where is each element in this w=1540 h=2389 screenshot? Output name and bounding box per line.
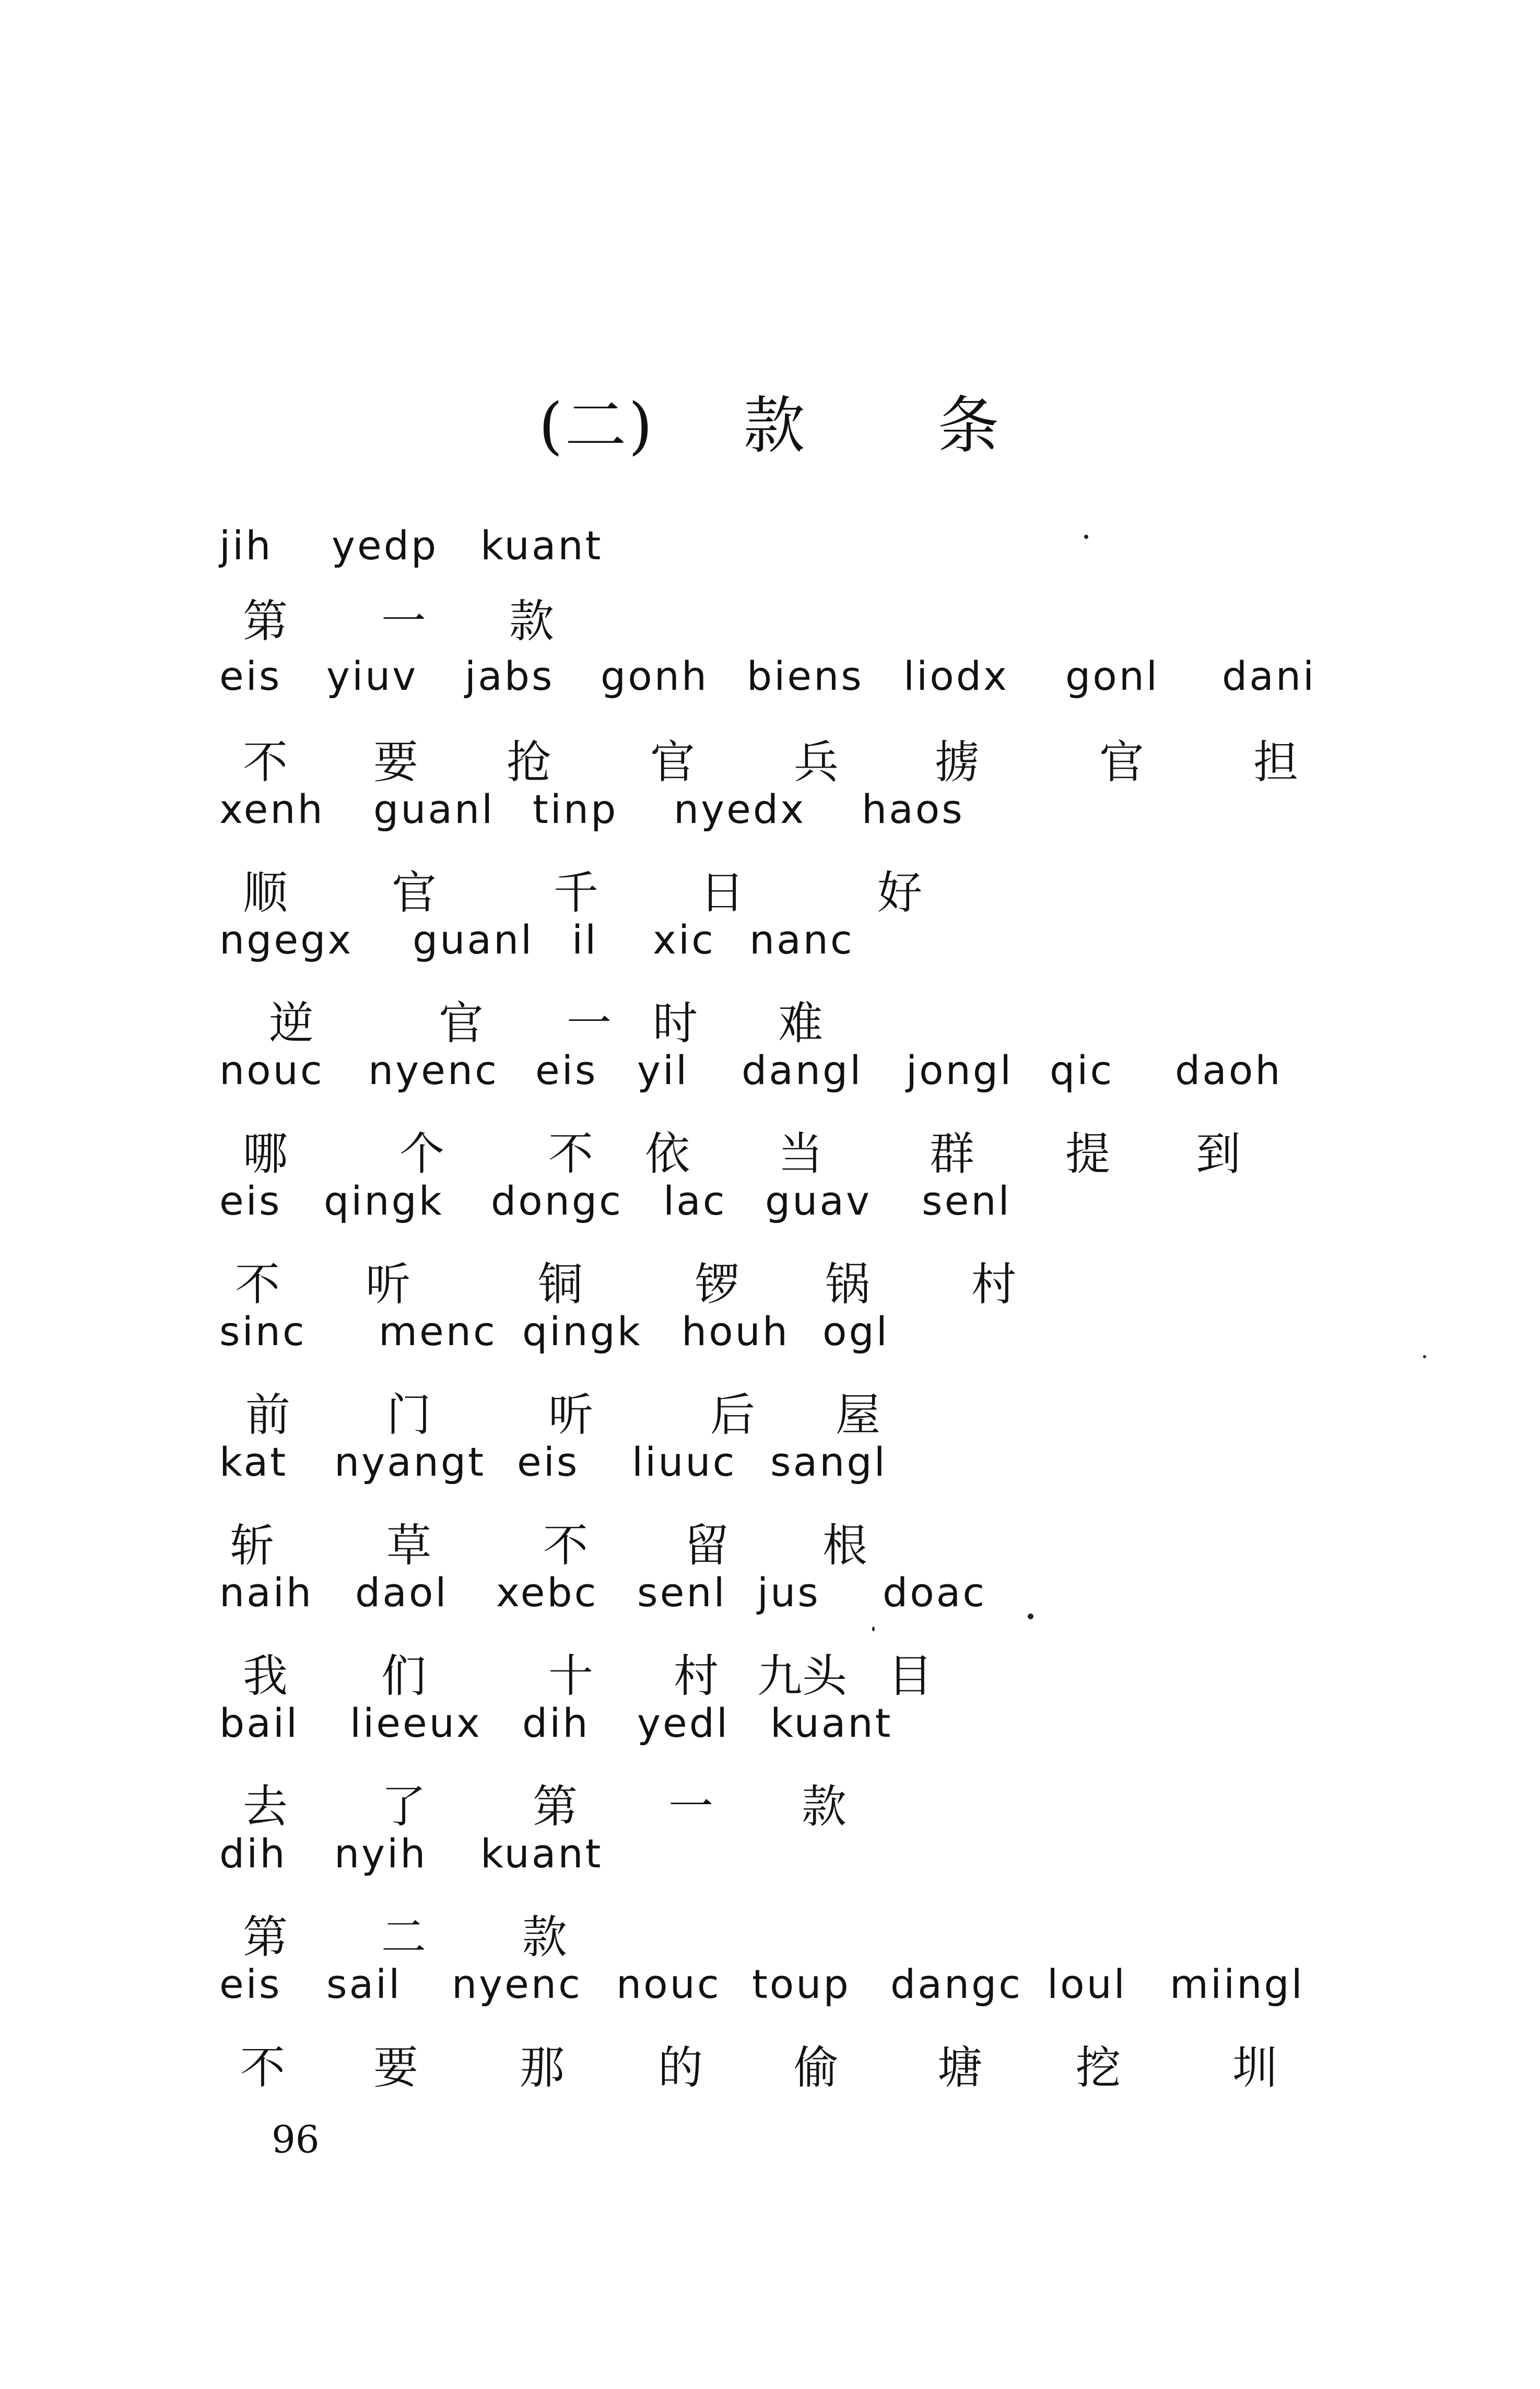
- romanized-line: [219, 1047, 1473, 1110]
- hanzi-word: 第: [243, 595, 288, 648]
- romanized-word: ogl: [822, 1308, 889, 1355]
- romanized-word: eis: [219, 653, 282, 699]
- hanzi-word: 铜: [538, 1258, 583, 1311]
- romanized-word: doac: [883, 1569, 987, 1616]
- romanized-word: nyangt: [334, 1439, 486, 1485]
- romanized-word: kuant: [480, 522, 603, 569]
- hanzi-word: 不: [240, 2042, 285, 2094]
- romanized-word: houh: [681, 1308, 790, 1355]
- hanzi-line: [219, 1509, 1473, 1572]
- hanzi-line: [219, 987, 1473, 1050]
- hanzi-word: 后: [710, 1389, 755, 1441]
- title-word-2: 条: [937, 390, 1002, 462]
- romanized-word: menc: [379, 1308, 497, 1355]
- hanzi-line: [219, 1248, 1473, 1311]
- hanzi-word: 难: [778, 997, 823, 1050]
- romanized-word: eis: [219, 1961, 282, 2007]
- hanzi-word: 提: [1065, 1128, 1110, 1180]
- romanized-word: eis: [219, 1178, 282, 1224]
- hanzi-word: 听: [366, 1258, 410, 1311]
- hanzi-word: 村: [971, 1258, 1016, 1311]
- page-number: 96: [272, 2117, 320, 2161]
- romanized-word: sangl: [770, 1439, 887, 1485]
- romanized-word: nanc: [749, 916, 854, 963]
- romanized-word: qingk: [324, 1178, 444, 1224]
- romanized-word: nyenc: [452, 1961, 582, 2007]
- hanzi-word: 了: [381, 1781, 426, 1833]
- romanized-word: liuuc: [632, 1439, 737, 1485]
- hanzi-line: [219, 726, 1473, 789]
- hanzi-word: 一: [567, 997, 612, 1050]
- hanzi-word: 屋: [836, 1389, 880, 1441]
- hanzi-word: 逆: [269, 997, 314, 1050]
- romanized-word: lieeux: [350, 1700, 482, 1746]
- hanzi-word: 千: [554, 867, 598, 919]
- romanized-word: nouc: [616, 1961, 721, 2007]
- romanized-word: yil: [637, 1047, 689, 1093]
- hanzi-line: [219, 1901, 1473, 1963]
- hanzi-word: 兵: [794, 736, 839, 789]
- romanized-word: loul: [1047, 1961, 1127, 2007]
- hanzi-word: 担: [1253, 736, 1298, 789]
- romanized-word: jongl: [906, 1047, 1014, 1093]
- romanized-line: [219, 522, 1473, 585]
- hanzi-word: 当: [778, 1128, 823, 1180]
- hanzi-word: 官: [1099, 736, 1144, 789]
- hanzi-word: 好: [877, 867, 922, 919]
- romanized-word: gonl: [1065, 653, 1160, 699]
- romanized-word: nyih: [334, 1830, 428, 1877]
- romanized-word: yiuv: [326, 653, 418, 699]
- hanzi-word: 挖: [1076, 2042, 1121, 2094]
- hanzi-word: 掳: [935, 736, 980, 789]
- romanized-word: sinc: [219, 1308, 307, 1355]
- hanzi-word: 款: [522, 1911, 567, 1963]
- romanized-line: [219, 1961, 1473, 2023]
- romanized-line: [219, 786, 1473, 849]
- romanized-word: daoh: [1175, 1047, 1283, 1093]
- romanized-word: sail: [326, 1961, 402, 2007]
- romanized-line: [219, 653, 1473, 715]
- romanized-word: kat: [219, 1439, 288, 1485]
- romanized-line: [219, 1308, 1473, 1371]
- romanized-line: [219, 1439, 1473, 1501]
- hanzi-word: 日: [700, 867, 745, 919]
- hanzi-word: 顺: [243, 867, 288, 919]
- romanized-word: kuant: [480, 1830, 603, 1877]
- romanized-word: qic: [1050, 1047, 1114, 1093]
- hanzi-word: 群: [930, 1128, 974, 1180]
- hanzi-word: 塘: [937, 2042, 982, 2094]
- romanized-line: [219, 1830, 1473, 1893]
- hanzi-line: [219, 1117, 1473, 1180]
- hanzi-word: 目: [888, 1650, 933, 1702]
- hanzi-word: 款: [509, 595, 554, 648]
- hanzi-word: 不: [243, 736, 288, 789]
- hanzi-line: [219, 2031, 1473, 2094]
- romanized-word: tinp: [533, 786, 618, 832]
- romanized-word: lac: [663, 1178, 727, 1224]
- romanized-word: jih: [219, 522, 273, 569]
- hanzi-word: 偷: [794, 2042, 839, 2094]
- hanzi-word: 依: [645, 1128, 690, 1180]
- romanized-word: il: [572, 916, 598, 963]
- hanzi-word: 一: [668, 1781, 713, 1833]
- hanzi-word: 十: [548, 1650, 593, 1702]
- hanzi-word: 去: [243, 1781, 288, 1833]
- romanized-line: [219, 1700, 1473, 1762]
- romanized-word: dih: [522, 1700, 590, 1746]
- hanzi-line: [219, 1770, 1473, 1833]
- hanzi-word: 抢: [507, 736, 551, 789]
- romanized-word: dani: [1222, 653, 1316, 699]
- hanzi-word: 根: [822, 1520, 867, 1572]
- hanzi-line: [219, 585, 1473, 648]
- section-title: [0, 376, 1540, 465]
- hanzi-word: 斩: [230, 1520, 275, 1572]
- hanzi-word: 要: [373, 2042, 418, 2094]
- hanzi-word: 草: [386, 1520, 431, 1572]
- hanzi-word: 不: [235, 1258, 280, 1311]
- romanized-word: eis: [517, 1439, 580, 1485]
- hanzi-word: 不: [543, 1520, 588, 1572]
- scan-speck: [1423, 1355, 1426, 1358]
- romanized-word: nouc: [219, 1047, 324, 1093]
- romanized-word: liodx: [903, 653, 1009, 699]
- hanzi-line: [219, 1379, 1473, 1441]
- hanzi-word: 第: [533, 1781, 578, 1833]
- hanzi-word: 款: [802, 1781, 847, 1833]
- romanized-word: gonh: [601, 653, 709, 699]
- romanized-word: xebc: [496, 1569, 598, 1616]
- hanzi-line: [219, 856, 1473, 919]
- hanzi-word: 官: [439, 997, 484, 1050]
- scan-speck: [1084, 535, 1088, 539]
- romanized-word: toup: [752, 1961, 851, 2007]
- romanized-word: xenh: [219, 786, 325, 832]
- scan-speck: [1028, 1614, 1033, 1619]
- hanzi-word: 我: [243, 1650, 288, 1702]
- romanized-word: naih: [219, 1569, 314, 1616]
- romanized-line: [219, 1569, 1473, 1632]
- romanized-word: biens: [747, 653, 864, 699]
- romanized-word: jabs: [465, 653, 555, 699]
- hanzi-word: 要: [373, 736, 418, 789]
- hanzi-word: 留: [684, 1520, 729, 1572]
- hanzi-word: 前: [245, 1389, 290, 1441]
- romanized-word: bail: [219, 1700, 300, 1746]
- romanized-word: nyenc: [368, 1047, 499, 1093]
- romanized-word: dih: [219, 1830, 287, 1877]
- romanized-word: guav: [765, 1178, 872, 1224]
- hanzi-line: [219, 1640, 1473, 1702]
- hanzi-word: 一: [381, 595, 426, 648]
- romanized-word: eis: [535, 1047, 598, 1093]
- hanzi-word: 听: [548, 1389, 593, 1441]
- hanzi-word: 锅: [825, 1258, 870, 1311]
- romanized-word: haos: [862, 786, 965, 832]
- romanized-word: dangc: [890, 1961, 1023, 2007]
- hanzi-word: 的: [658, 2042, 703, 2094]
- romanized-word: nyedx: [674, 786, 806, 832]
- romanized-word: senl: [922, 1178, 1012, 1224]
- romanized-word: ngegx: [219, 916, 354, 963]
- romanized-word: daol: [355, 1569, 449, 1616]
- hanzi-word: 们: [381, 1650, 426, 1702]
- section-number: (二): [538, 390, 655, 462]
- hanzi-word: 锣: [695, 1258, 739, 1311]
- hanzi-word: 官: [650, 736, 695, 789]
- romanized-word: miingl: [1170, 1961, 1304, 2007]
- hanzi-word: 个: [399, 1128, 444, 1180]
- hanzi-word: 圳: [1232, 2042, 1277, 2094]
- romanized-word: kuant: [770, 1700, 893, 1746]
- hanzi-word: 门: [386, 1389, 431, 1441]
- hanzi-word: 官: [392, 867, 437, 919]
- romanized-word: qingk: [522, 1308, 642, 1355]
- romanized-word: dongc: [491, 1178, 623, 1224]
- title-word-1: 款: [743, 390, 807, 462]
- hanzi-word: 时: [653, 997, 698, 1050]
- romanized-word: dangl: [742, 1047, 863, 1093]
- hanzi-word: 到: [1196, 1128, 1241, 1180]
- romanized-word: guanl: [373, 786, 495, 832]
- romanized-word: senl: [637, 1569, 727, 1616]
- romanized-line: [219, 1178, 1473, 1240]
- hanzi-word: 第: [243, 1911, 288, 1963]
- hanzi-word: 那: [520, 2042, 565, 2094]
- romanized-word: guanl: [413, 916, 534, 963]
- scan-speck: [872, 1627, 875, 1631]
- hanzi-word: 九头: [757, 1650, 847, 1702]
- romanized-word: jus: [757, 1569, 820, 1616]
- hanzi-word: 二: [381, 1911, 426, 1963]
- romanized-line: [219, 916, 1473, 979]
- romanized-word: yedl: [637, 1700, 730, 1746]
- hanzi-word: 不: [548, 1128, 593, 1180]
- hanzi-word: 村: [674, 1650, 719, 1702]
- romanized-word: xic: [653, 916, 715, 963]
- hanzi-word: 哪: [243, 1128, 288, 1180]
- romanized-word: yedp: [332, 522, 439, 569]
